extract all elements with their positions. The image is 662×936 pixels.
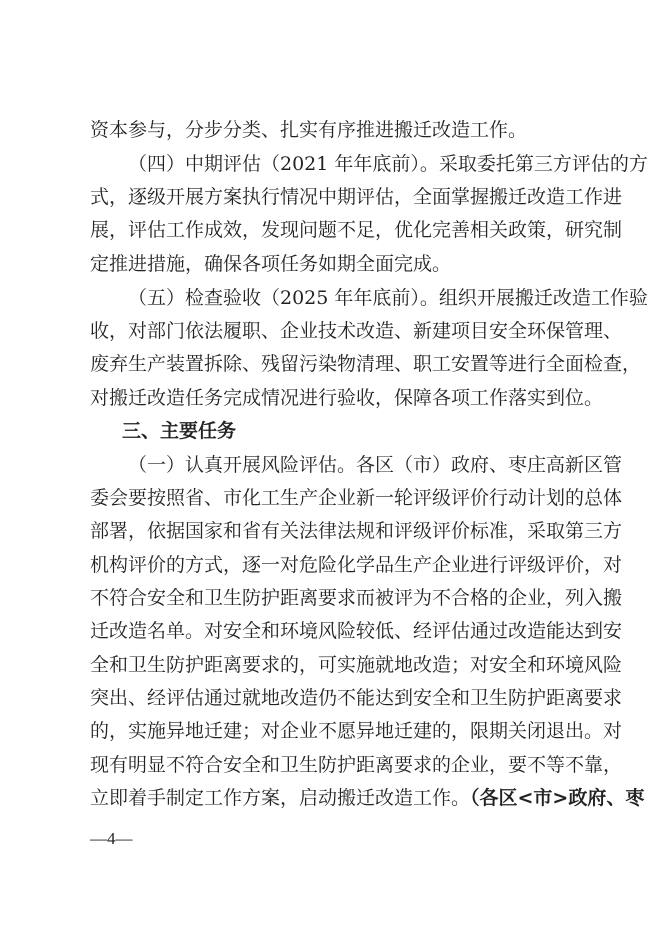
text-line: 的，实施异地迁建；对企业不愿异地迁建的，限期关闭退出。对: [90, 720, 623, 742]
section-5-heading-line: （五）检查验收（2025 年年底前）。组织开展搬迁改造工作验: [128, 287, 648, 309]
text-line: 对搬迁改造任务完成情况进行验收，保障各项工作落实到位。: [90, 387, 604, 409]
text-segment: 立即着手制定工作方案，启动搬迁改造工作。: [90, 787, 471, 809]
text-line: 委会要按照省、市化工生产企业新一轮评级评价行动计划的总体: [90, 487, 623, 509]
text-line: 全和卫生防护距离要求的，可实施就地改造；对安全和环境风险: [90, 654, 623, 676]
section-4-heading-line: （四）中期评估（2021 年年底前）。采取委托第三方评估的方: [128, 153, 648, 175]
text-line: 废弃生产装置拆除、残留污染物清理、职工安置等进行全面检查，: [90, 353, 642, 375]
text-line: [90, 786, 645, 810]
text-line: 现有明显不符合安全和卫生防护距离要求的企业，要不等不靠，: [90, 754, 623, 776]
chapter-heading: 三、主要任务: [122, 420, 237, 442]
text-line: 定推进措施，确保各项任务如期全面完成。: [90, 253, 452, 275]
text-line: 机构评价的方式，逐一对危险化学品生产企业进行评级评价，对: [90, 554, 623, 576]
text-line: 资本参与，分步分类、扎实有序推进搬迁改造工作。: [90, 119, 528, 141]
text-line: 迁改造名单。对安全和环境风险较低、经评估通过改造能达到安: [90, 620, 623, 642]
subsection-1-heading-line: （一）认真开展风险评估。各区（市）政府、枣庄高新区管: [128, 454, 623, 476]
text-line: 部署，依据国家和省有关法律法规和评级评价标准，采取第三方: [90, 520, 623, 542]
text-line: 式，逐级开展方案执行情况中期评估，全面掌握搬迁改造工作进: [90, 186, 623, 208]
responsible-party-bold: （各区<市>政府、枣: [470, 787, 645, 809]
text-line: 突出、经评估通过就地改造仍不能达到安全和卫生防护距离要求: [90, 687, 623, 709]
text-line: 收，对部门依法履职、企业技术改造、新建项目安全环保管理、: [90, 320, 623, 342]
text-line: 展，评估工作成效，发现问题不足，优化完善相关政策，研究制: [90, 219, 623, 241]
page-number: —4—: [90, 829, 133, 848]
text-line: 不符合安全和卫生防护距离要求而被评为不合格的企业，列入搬: [90, 587, 623, 609]
